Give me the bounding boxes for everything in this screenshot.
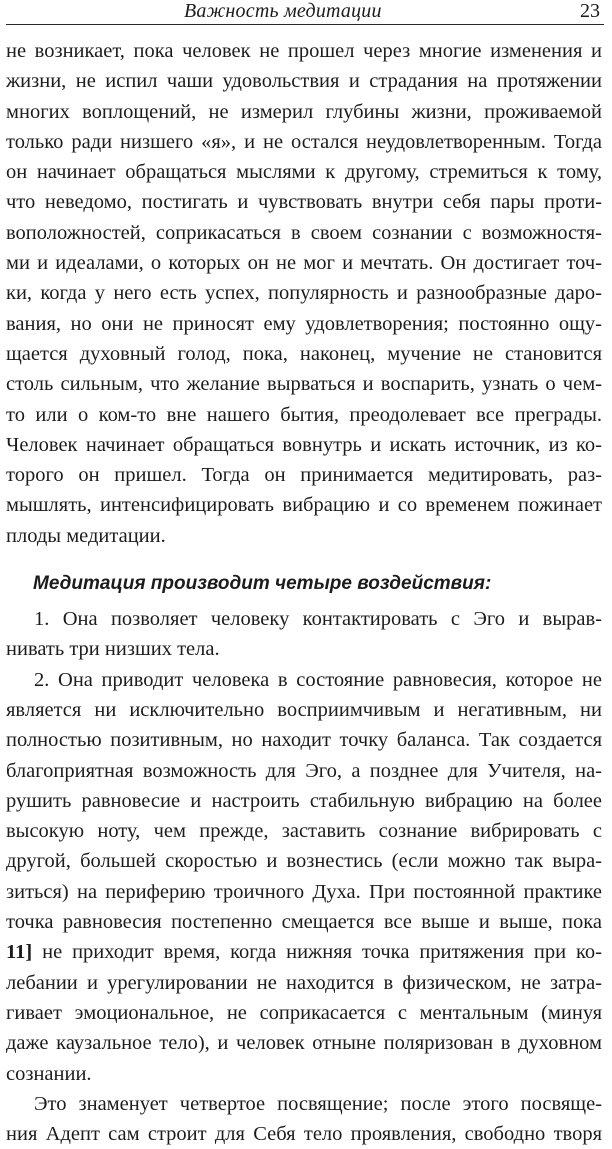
text-line: зиться) на периферию троичного Духа. При постоянной практике: [6, 880, 602, 903]
text-line: многих воплощений, не измерил глубины жизни, проживаемой: [6, 100, 602, 123]
text-line: вания, но они не приносят ему удовлетворения; постоянно ощу-: [6, 312, 602, 335]
running-header: [6, 0, 604, 25]
running-title: Важность медитации: [184, 0, 382, 22]
text-line: является ни исключительно восприимчивым и негативным, ни: [6, 698, 602, 721]
text-line: благоприятная возможность для Эго, а позднее для Учителя, на-: [6, 759, 602, 782]
text-line: воположностей, соприкасаться в своем сознании с возможностя-: [6, 221, 602, 244]
text-line: точка равновесия постепенно смещается все выше и выше, пока: [6, 911, 602, 934]
text-line: рушить равновесие и настроить стабильную вибрацию на более: [6, 789, 602, 812]
text-line: он начинает обращаться мыслями к другому, стремиться к тому,: [6, 161, 602, 184]
text-line: плоды медитации.: [6, 524, 166, 547]
text-line: торого он пришел. Тогда он принимается медитировать, раз-: [6, 464, 602, 487]
body-text: [6, 36, 602, 1149]
list-item: [6, 604, 602, 665]
text-line: столь сильным, что желание вырваться и воспарить, узнать о чем-: [6, 373, 602, 396]
text-line: нивать три низших тела.: [6, 638, 220, 661]
list-item: [6, 665, 602, 1089]
text-fragment: не приходит время, когда нижняя точка притяжения при ко-: [32, 941, 602, 964]
text-line: жизни, не испил чаши удовольствия и страдания на протяжении: [6, 70, 602, 93]
text-line: даже каузальное тело), и человек отныне поляризован в духовном: [6, 1032, 602, 1055]
text-line: ми и идеалами, о которых он не мог и мечтать. Он достигает точ-: [6, 252, 602, 275]
text-line: 1. Она позволяет человеку контактировать с Эго и вырав-: [34, 608, 602, 631]
text-line: только ради низшего «я», и не остался неудовлетворенным. Тогда: [6, 130, 602, 153]
text-line: 2. Она приводит человека в состояние равновесия, которое не: [34, 668, 602, 691]
text-line: лебании и урегулировании не находится в физическом, не затра-: [6, 971, 602, 994]
text-line: высокую ноту, чем прежде, заставить сознание вибрировать с: [6, 820, 602, 843]
text-line: полностью позитивным, но находит точку баланса. Так создается: [6, 729, 602, 752]
text-line: что неведомо, постигать и чувствовать внутри себя пары проти-: [6, 191, 602, 214]
text-line: ки, когда у него есть успех, популярность и разнообразные даро-: [6, 282, 602, 305]
section-heading: Медитация производит четыре воздействия:: [33, 573, 492, 595]
text-line: мышлять, интенсифицировать вибрацию и со временем пожинает: [6, 494, 602, 517]
text-line: гивает эмоциональное, не соприкасается с ментальным (минуя: [6, 1001, 602, 1024]
page-marker: 11]: [6, 941, 33, 964]
text-line: другой, большей скоростью и вознестись (если можно так выра-: [6, 850, 602, 873]
paragraph: [6, 36, 602, 551]
text-line: сознании.: [6, 1062, 92, 1085]
text-line: то или о ком-то вне нашего бытия, преодолевает все преграды.: [6, 403, 602, 426]
text-line: Это знаменует четвертое посвящение; после этого посвяще-: [34, 1092, 602, 1115]
text-line: не возникает, пока человек не прошел через многие изменения и: [6, 40, 602, 62]
page-number: 23: [580, 0, 600, 22]
text-line: Человек начинает обращаться вовнутрь и искать источник, из ко-: [6, 433, 602, 456]
text-line: щается духовный голод, пока, наконец, мучение не становится: [6, 342, 602, 365]
text-line-with-marker: [6, 937, 602, 967]
text-line: ния Адепт сам строит для Себя тело проявления, свободно творя: [6, 1123, 602, 1146]
paragraph: [6, 1089, 602, 1149]
